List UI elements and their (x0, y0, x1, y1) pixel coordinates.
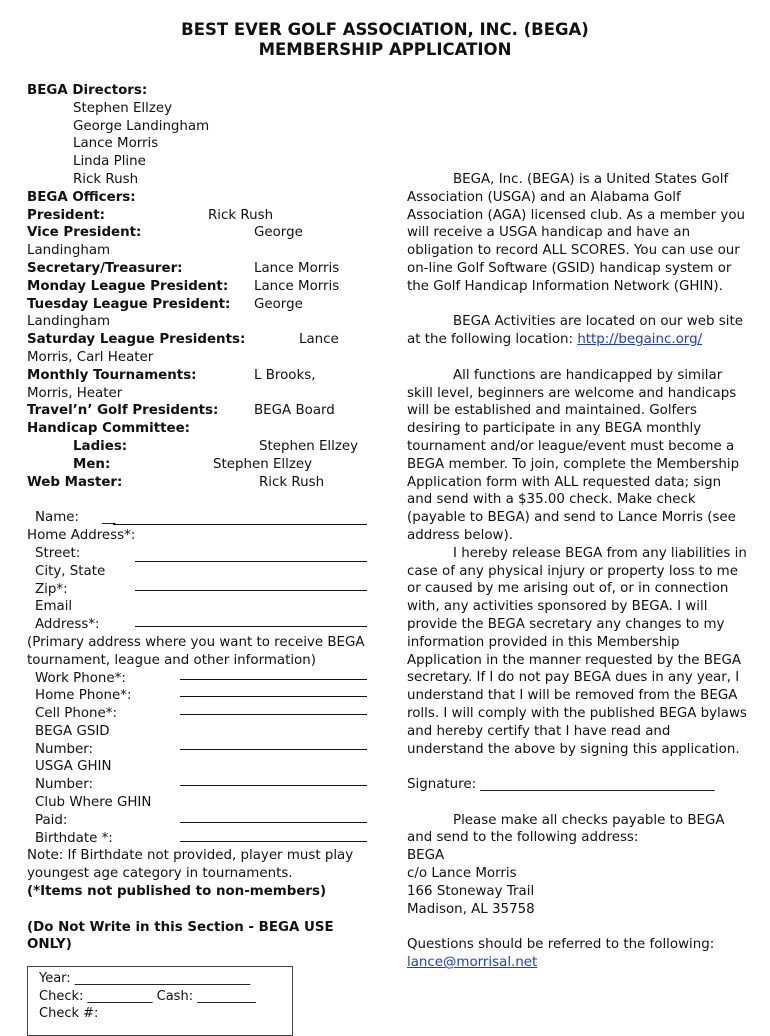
director-name: Stephen Ellzey (73, 100, 173, 116)
title-line-2: MEMBERSHIP APPLICATION (258, 40, 512, 59)
items-note: (*Items not published to non-members) (27, 884, 327, 900)
right-column (407, 171, 747, 972)
title-line-1: BEST EVER GOLF ASSOCIATION, INC. (BEGA) (181, 20, 589, 39)
officers-heading: BEGA Officers: (27, 189, 136, 205)
officer-president: President: Rick Rush (27, 207, 274, 223)
officer-secretary: Secretary/Treasurer: Lance Morris (27, 260, 340, 276)
city-state-label: City, State (35, 563, 106, 579)
directors-heading: BEGA Directors: (27, 83, 148, 98)
office-check-number: Check #: (39, 1006, 99, 1021)
office-check-cash: Check: __________ Cash: _________ (39, 988, 256, 1004)
birthdate-field[interactable]: Birthdate *: (27, 830, 367, 848)
officer-vp: Vice President: George (27, 225, 303, 241)
intro-paragraph: BEGA, Inc. (BEGA) is a United States Golf Association (USGA) and an Alabama Golf Association (AGA) licensed club. As a member you will receive a USGA handicap and have an obligation to record ALL SCORES. You can use our on-line Golf Software (GSID) handicap system or the Golf Handicap Information Network (GHIN). (407, 172, 746, 294)
functions-paragraph: All functions are handicapped by similar skill level, beginners are welcome and handicaps will be established and maintained. Golfers desiring to participate in any BEGA monthly tournament and/or league/event must become a BEGA member. To join, complete the Membership Application form with ALL requested data; sign and send with a $35.00 check. Make check (payable to BEGA) and send to Lance Morris (see address below). (407, 367, 740, 543)
address-line: Madison, AL 35758 (407, 901, 535, 917)
director-name: Lance Morris (73, 136, 159, 152)
officer-vp-cont: Landingham (27, 243, 111, 259)
officer-webmaster: Web Master: Rick Rush (27, 474, 325, 490)
home-address-label: Home Address*: (27, 528, 136, 544)
director-name: George Landingham (73, 118, 210, 134)
questions-text: Questions should be referred to the following: (407, 937, 715, 953)
release-paragraph: I hereby release BEGA from any liabilities in case of any physical injury or property loss to me or caused by me arising out of, or in connection with, any activities sponsored by BEGA. I will provide the BEGA secretary any changes to my information provided in this Membership Application in the manner requested by the BEGA secretary. If I do not pay BEGA dues in any year, I understand that I will be removed from the BEGA rolls. I will comply with the published BEGA bylaws and hereby certify that I have read and understand the above by signing this application. (407, 545, 747, 757)
name-field[interactable]: Name: __ (27, 509, 367, 527)
officer-saturday-cont: Morris, Carl Heater (27, 349, 154, 365)
handicap-heading: Handicap Committee: (27, 421, 191, 437)
office-year: Year: ___________________________ (39, 971, 251, 986)
email-label: Email (35, 599, 73, 615)
left-column (27, 82, 367, 954)
director-name: Linda Pline (73, 154, 146, 170)
gsid-label: BEGA GSID (35, 723, 110, 739)
home-phone-field[interactable]: Home Phone*: (27, 687, 367, 705)
work-phone-field[interactable]: Work Phone*: (27, 670, 367, 688)
officer-monthly-cont: Morris, Heater (27, 385, 123, 401)
primary-address-note: (Primary address where you want to receive BEGA tournament, league and other information) (27, 634, 365, 668)
activities-paragraph: BEGA Activities are located on our web site at the following location: http://begainc.org/ (407, 314, 743, 348)
cell-phone-field[interactable]: Cell Phone*: (27, 705, 367, 723)
handicap-ladies: Ladies: Stephen Ellzey (73, 438, 359, 454)
office-use-note: (Do Not Write in this Section - BEGA USE ONLY) (27, 919, 334, 953)
officer-tuesday-cont: Landingham (27, 314, 111, 330)
email-field[interactable]: Address*: (27, 616, 367, 634)
birthdate-note: Note: If Birthdate not provided, player must play youngest age category in tournaments. (27, 848, 354, 882)
officer-monthly: Monthly Tournaments: L Brooks, (27, 367, 316, 383)
director-name: Rick Rush (73, 171, 139, 187)
address-line: c/o Lance Morris (407, 866, 517, 882)
address-line: 166 Stoneway Trail (407, 883, 535, 899)
officer-monday: Monday League President: Lance Morris (27, 278, 340, 294)
signature-line[interactable]: Signature: ___________________________________ (407, 777, 715, 793)
ghin-field[interactable]: Number: (27, 776, 367, 794)
club-field[interactable]: Paid: (27, 812, 367, 830)
handicap-men: Men: Stephen Ellzey (73, 456, 313, 472)
officer-tuesday: Tuesday League President: George (27, 296, 303, 312)
zip-field[interactable]: Zip*: (27, 581, 367, 599)
payment-paragraph: Please make all checks payable to BEGA and send to the following address: (407, 812, 725, 846)
document-title (0, 20, 770, 60)
address-line: BEGA (407, 848, 445, 864)
gsid-field[interactable]: Number: (27, 741, 367, 759)
officer-saturday: Saturday League Presidents: Lance (27, 332, 339, 348)
officer-travel: Travel’n’ Golf Presidents: BEGA Board (27, 403, 335, 419)
ghin-label: USGA GHIN (35, 759, 112, 775)
street-field[interactable]: Street: (27, 545, 367, 563)
club-label: Club Where GHIN (35, 795, 152, 811)
website-link[interactable]: http://begainc.org/ (577, 332, 703, 348)
office-use-box (27, 966, 293, 1036)
contact-email-link[interactable]: lance@morrisal.net (407, 955, 538, 971)
